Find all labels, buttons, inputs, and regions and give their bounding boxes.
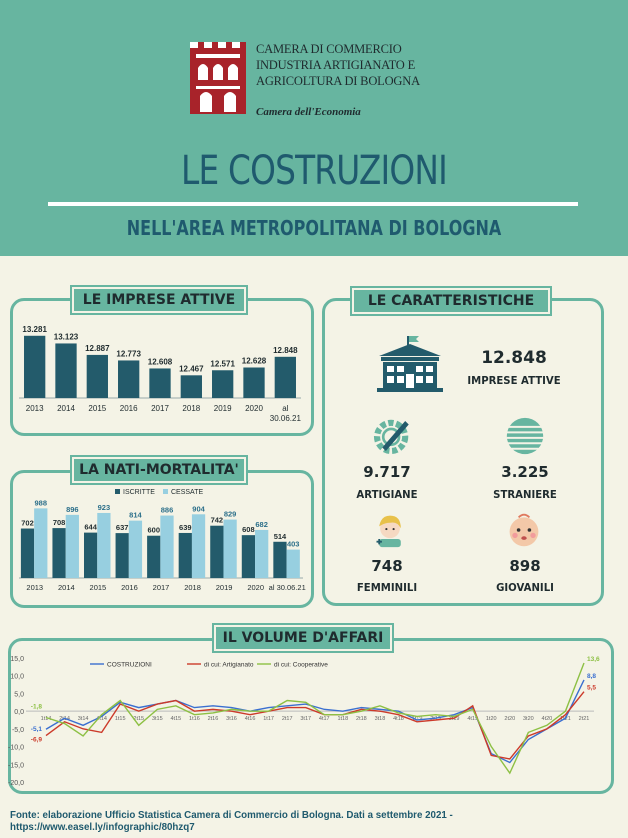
imprese-data-label: 13.123 <box>53 332 79 342</box>
woman-icon <box>372 512 408 548</box>
natimort-bar-cessate <box>287 550 300 578</box>
volume-x-tick-label: 2t15 <box>133 716 145 723</box>
imprese-attive-value: 12.848 <box>481 348 547 368</box>
imprese-data-label: 12.887 <box>85 343 110 353</box>
volume-y-tick-label: -15,0 <box>8 762 24 770</box>
natimort-data-label: 639 <box>179 522 192 532</box>
volume-x-tick-label: 4t17 <box>318 716 330 723</box>
natimort-data-label: 600 <box>147 525 161 535</box>
natimort-data-label: 742 <box>210 515 224 525</box>
artigiane-value: 9.717 <box>363 463 411 481</box>
femminili-label: FEMMINILI <box>356 581 418 594</box>
natimort-data-label: 814 <box>129 510 142 520</box>
imprese-tick-label: al <box>282 404 289 413</box>
volume-x-tick-label: 2t16 <box>207 716 219 723</box>
artigiane-label: ARTIGIANE <box>356 488 418 501</box>
volume-end-label: 5,5 <box>587 684 597 692</box>
volume-y-tick-label: -20,0 <box>8 780 24 787</box>
imprese-tick-label: 2017 <box>151 404 169 413</box>
imprese-data-label: 12.608 <box>147 357 173 367</box>
imprese-tick-label: 2019 <box>213 404 232 413</box>
volume-legend-label: di cui: Artigianato <box>204 661 254 669</box>
natimort-data-label: 923 <box>97 502 111 512</box>
volume-x-tick-label: 4t16 <box>244 716 256 723</box>
page-title: LE COSTRUZIONI <box>181 148 447 194</box>
volume-section-title: IL VOLUME D'AFFARI <box>214 625 392 651</box>
natimort-data-label: 829 <box>223 509 237 519</box>
volume-start-label: -5,1 <box>30 726 42 734</box>
volume-x-tick-label: 3t20 <box>522 716 534 723</box>
imprese-tick-label: 2016 <box>119 404 138 413</box>
volume-x-tick-label: 1t21 <box>560 716 571 723</box>
source-footer: Fonte: elaborazione Ufficio Statistica Camera di Commercio di Bologna. Dati a settembre 2021 - https://www.easel.ly/infographic/80hzq7 <box>10 809 453 833</box>
imprese-tick-label: 2013 <box>25 404 44 413</box>
natimort-data-label: 514 <box>273 531 287 541</box>
imprese-bar <box>212 370 233 398</box>
natimort-data-label: 886 <box>160 505 174 515</box>
volume-x-tick-label: 4t14 <box>96 716 108 723</box>
natimort-bar-iscritte <box>179 533 192 578</box>
volume-end-label: 13,6 <box>587 655 600 663</box>
natimort-bar-cessate <box>34 508 47 578</box>
volume-x-tick-label: 3t18 <box>374 716 386 723</box>
imprese-tick-label: 2014 <box>57 404 75 413</box>
gear-pencil-icon <box>370 414 414 458</box>
volume-x-tick-label: 1t20 <box>485 716 497 723</box>
volume-y-tick-label: 15,0 <box>10 656 24 663</box>
volume-series-line <box>46 663 584 773</box>
volume-x-tick-label: 3t16 <box>226 716 237 723</box>
natimort-tick-label: 2015 <box>89 583 107 592</box>
volume-x-tick-label: 1t18 <box>337 716 349 723</box>
volume-legend-label: di cui: Cooperative <box>274 661 328 669</box>
title-divider <box>48 202 578 206</box>
imprese-data-label: 12.773 <box>116 349 141 359</box>
natimort-tick-label: al 30.06.21 <box>268 583 306 592</box>
natimort-legend-label: CESSATE <box>171 489 204 496</box>
femminili-value: 748 <box>371 557 403 575</box>
natimort-data-label: 988 <box>34 498 48 508</box>
natimort-bar-cessate <box>129 521 142 578</box>
giovanili-value: 898 <box>509 557 541 575</box>
volume-y-tick-label: 5,0 <box>14 691 24 699</box>
natimort-bar-iscritte <box>116 533 129 578</box>
volume-x-tick-label: 3t15 <box>151 716 163 723</box>
natimort-bar-cessate <box>192 514 205 578</box>
imprese-tick-label: 2020 <box>245 404 263 413</box>
natimort-legend-swatch <box>163 489 168 494</box>
volume-x-tick-label: 1t19 <box>411 716 423 723</box>
page-subtitle: NELL'AREA METROPOLITANA DI BOLOGNA <box>126 216 502 240</box>
natimort-bar-chart <box>15 484 309 602</box>
volume-x-tick-label: 2t18 <box>356 716 367 723</box>
imprese-bar <box>55 343 76 398</box>
natimort-data-label: 904 <box>192 504 205 514</box>
imprese-tick-label: 30.06.21 <box>269 414 301 423</box>
natimort-tick-label: 2019 <box>215 583 233 592</box>
volume-series-line <box>46 692 584 759</box>
imprese-tick-label: 2015 <box>88 404 107 413</box>
natimort-legend-swatch <box>115 489 120 494</box>
caratteristiche-section-title: LE CARATTERISTICHE <box>352 288 550 314</box>
volume-start-label: -1,8 <box>30 703 42 711</box>
imprese-attive-label: IMPRESE ATTIVE <box>467 374 561 387</box>
natimort-tick-label: 2013 <box>26 583 44 592</box>
natimort-data-label: 702 <box>21 518 34 528</box>
imprese-data-label: 12.467 <box>179 364 204 374</box>
volume-end-label: 8,8 <box>587 672 597 680</box>
volume-x-tick-label: 4t15 <box>170 716 182 723</box>
imprese-bar <box>181 375 202 398</box>
volume-x-tick-label: 4t20 <box>541 716 553 723</box>
volume-y-tick-label: 10,0 <box>10 673 24 681</box>
imprese-bar <box>275 357 296 398</box>
imprese-bar <box>149 368 170 398</box>
building-icon <box>375 336 445 392</box>
imprese-bar-chart <box>15 318 309 428</box>
natimort-data-label: 644 <box>84 522 97 532</box>
imprese-tick-label: 2018 <box>182 404 201 413</box>
natimort-tick-label: 2016 <box>121 583 138 592</box>
natimort-bar-iscritte <box>210 526 223 578</box>
volume-x-tick-label: 3t17 <box>300 716 312 723</box>
volume-x-tick-label: 4t18 <box>393 716 404 723</box>
natimort-bar-iscritte <box>242 535 255 578</box>
imprese-bar <box>24 336 45 398</box>
volume-legend-label: COSTRUZIONI <box>107 661 152 669</box>
volume-x-tick-label: 1t17 <box>263 716 274 723</box>
globe-icon <box>505 416 545 456</box>
imprese-section-title: LE IMPRESE ATTIVE <box>72 287 246 313</box>
volume-x-tick-label: 1t14 <box>40 716 52 723</box>
natimort-bar-cessate <box>66 515 79 578</box>
baby-icon <box>506 512 542 548</box>
natimort-data-label: 708 <box>52 518 66 528</box>
natimort-bar-cessate <box>160 516 173 578</box>
volume-y-tick-label: -10,0 <box>8 744 24 752</box>
imprese-data-label: 12.571 <box>210 359 235 369</box>
natimort-bar-iscritte <box>147 536 160 578</box>
volume-x-tick-label: 1t16 <box>189 716 200 723</box>
natimort-section-title: LA NATI-MORTALITA' <box>72 457 246 483</box>
natimort-data-label: 682 <box>255 519 268 529</box>
giovanili-label: GIOVANILI <box>496 581 554 594</box>
volume-x-tick-label: 2t19 <box>430 716 441 723</box>
volume-y-tick-label: -5,0 <box>11 726 24 734</box>
volume-x-tick-label: 2t14 <box>59 716 70 723</box>
volume-series-line <box>46 680 584 763</box>
natimort-data-label: 637 <box>115 523 129 533</box>
volume-y-tick-label: 0,0 <box>14 709 24 717</box>
imprese-bar <box>118 360 139 398</box>
imprese-bar <box>87 355 108 398</box>
volume-start-label: -6,9 <box>30 736 42 744</box>
natimort-data-label: 896 <box>66 504 79 514</box>
imprese-bar <box>243 367 264 398</box>
volume-x-tick-label: 2t17 <box>281 716 293 723</box>
imprese-data-label: 12.628 <box>241 356 267 366</box>
imprese-data-label: 13.281 <box>22 324 47 334</box>
organization-subtitle: Camera dell'Economia <box>256 106 361 118</box>
volume-x-tick-label: 2t20 <box>504 716 516 723</box>
organization-name: CAMERA DI COMMERCIO INDUSTRIA ARTIGIANATO E AGRICOLTURA DI BOLOGNA <box>256 42 420 88</box>
natimort-tick-label: 2020 <box>247 583 265 592</box>
natimort-bar-iscritte <box>84 533 97 578</box>
volume-x-tick-label: 3t14 <box>77 716 89 723</box>
imprese-data-label: 12.848 <box>273 345 298 355</box>
natimort-bar-iscritte <box>52 528 65 578</box>
volume-x-tick-label: 1t15 <box>114 716 126 723</box>
natimort-bar-cessate <box>255 530 268 578</box>
volume-x-tick-label: 2t21 <box>578 716 590 723</box>
volume-x-tick-label: 4t19 <box>467 716 479 723</box>
natimort-bar-cessate <box>97 513 110 578</box>
header-band <box>0 0 628 256</box>
natimort-bar-cessate <box>223 520 236 578</box>
natimort-data-label: 608 <box>242 525 255 535</box>
straniere-label: STRANIERE <box>493 488 557 501</box>
volume-x-tick-label: 3t19 <box>448 716 460 723</box>
straniere-value: 3.225 <box>501 463 549 481</box>
natimort-tick-label: 2014 <box>57 583 75 592</box>
natimort-bar-iscritte <box>21 529 34 578</box>
volume-line-chart <box>8 650 608 788</box>
natimort-legend-label: ISCRITTE <box>123 489 155 496</box>
natimort-bar-iscritte <box>273 542 286 578</box>
chamber-logo-icon <box>188 38 248 118</box>
natimort-tick-label: 2017 <box>152 583 170 592</box>
natimort-tick-label: 2018 <box>184 583 201 592</box>
natimort-data-label: 403 <box>286 539 300 549</box>
